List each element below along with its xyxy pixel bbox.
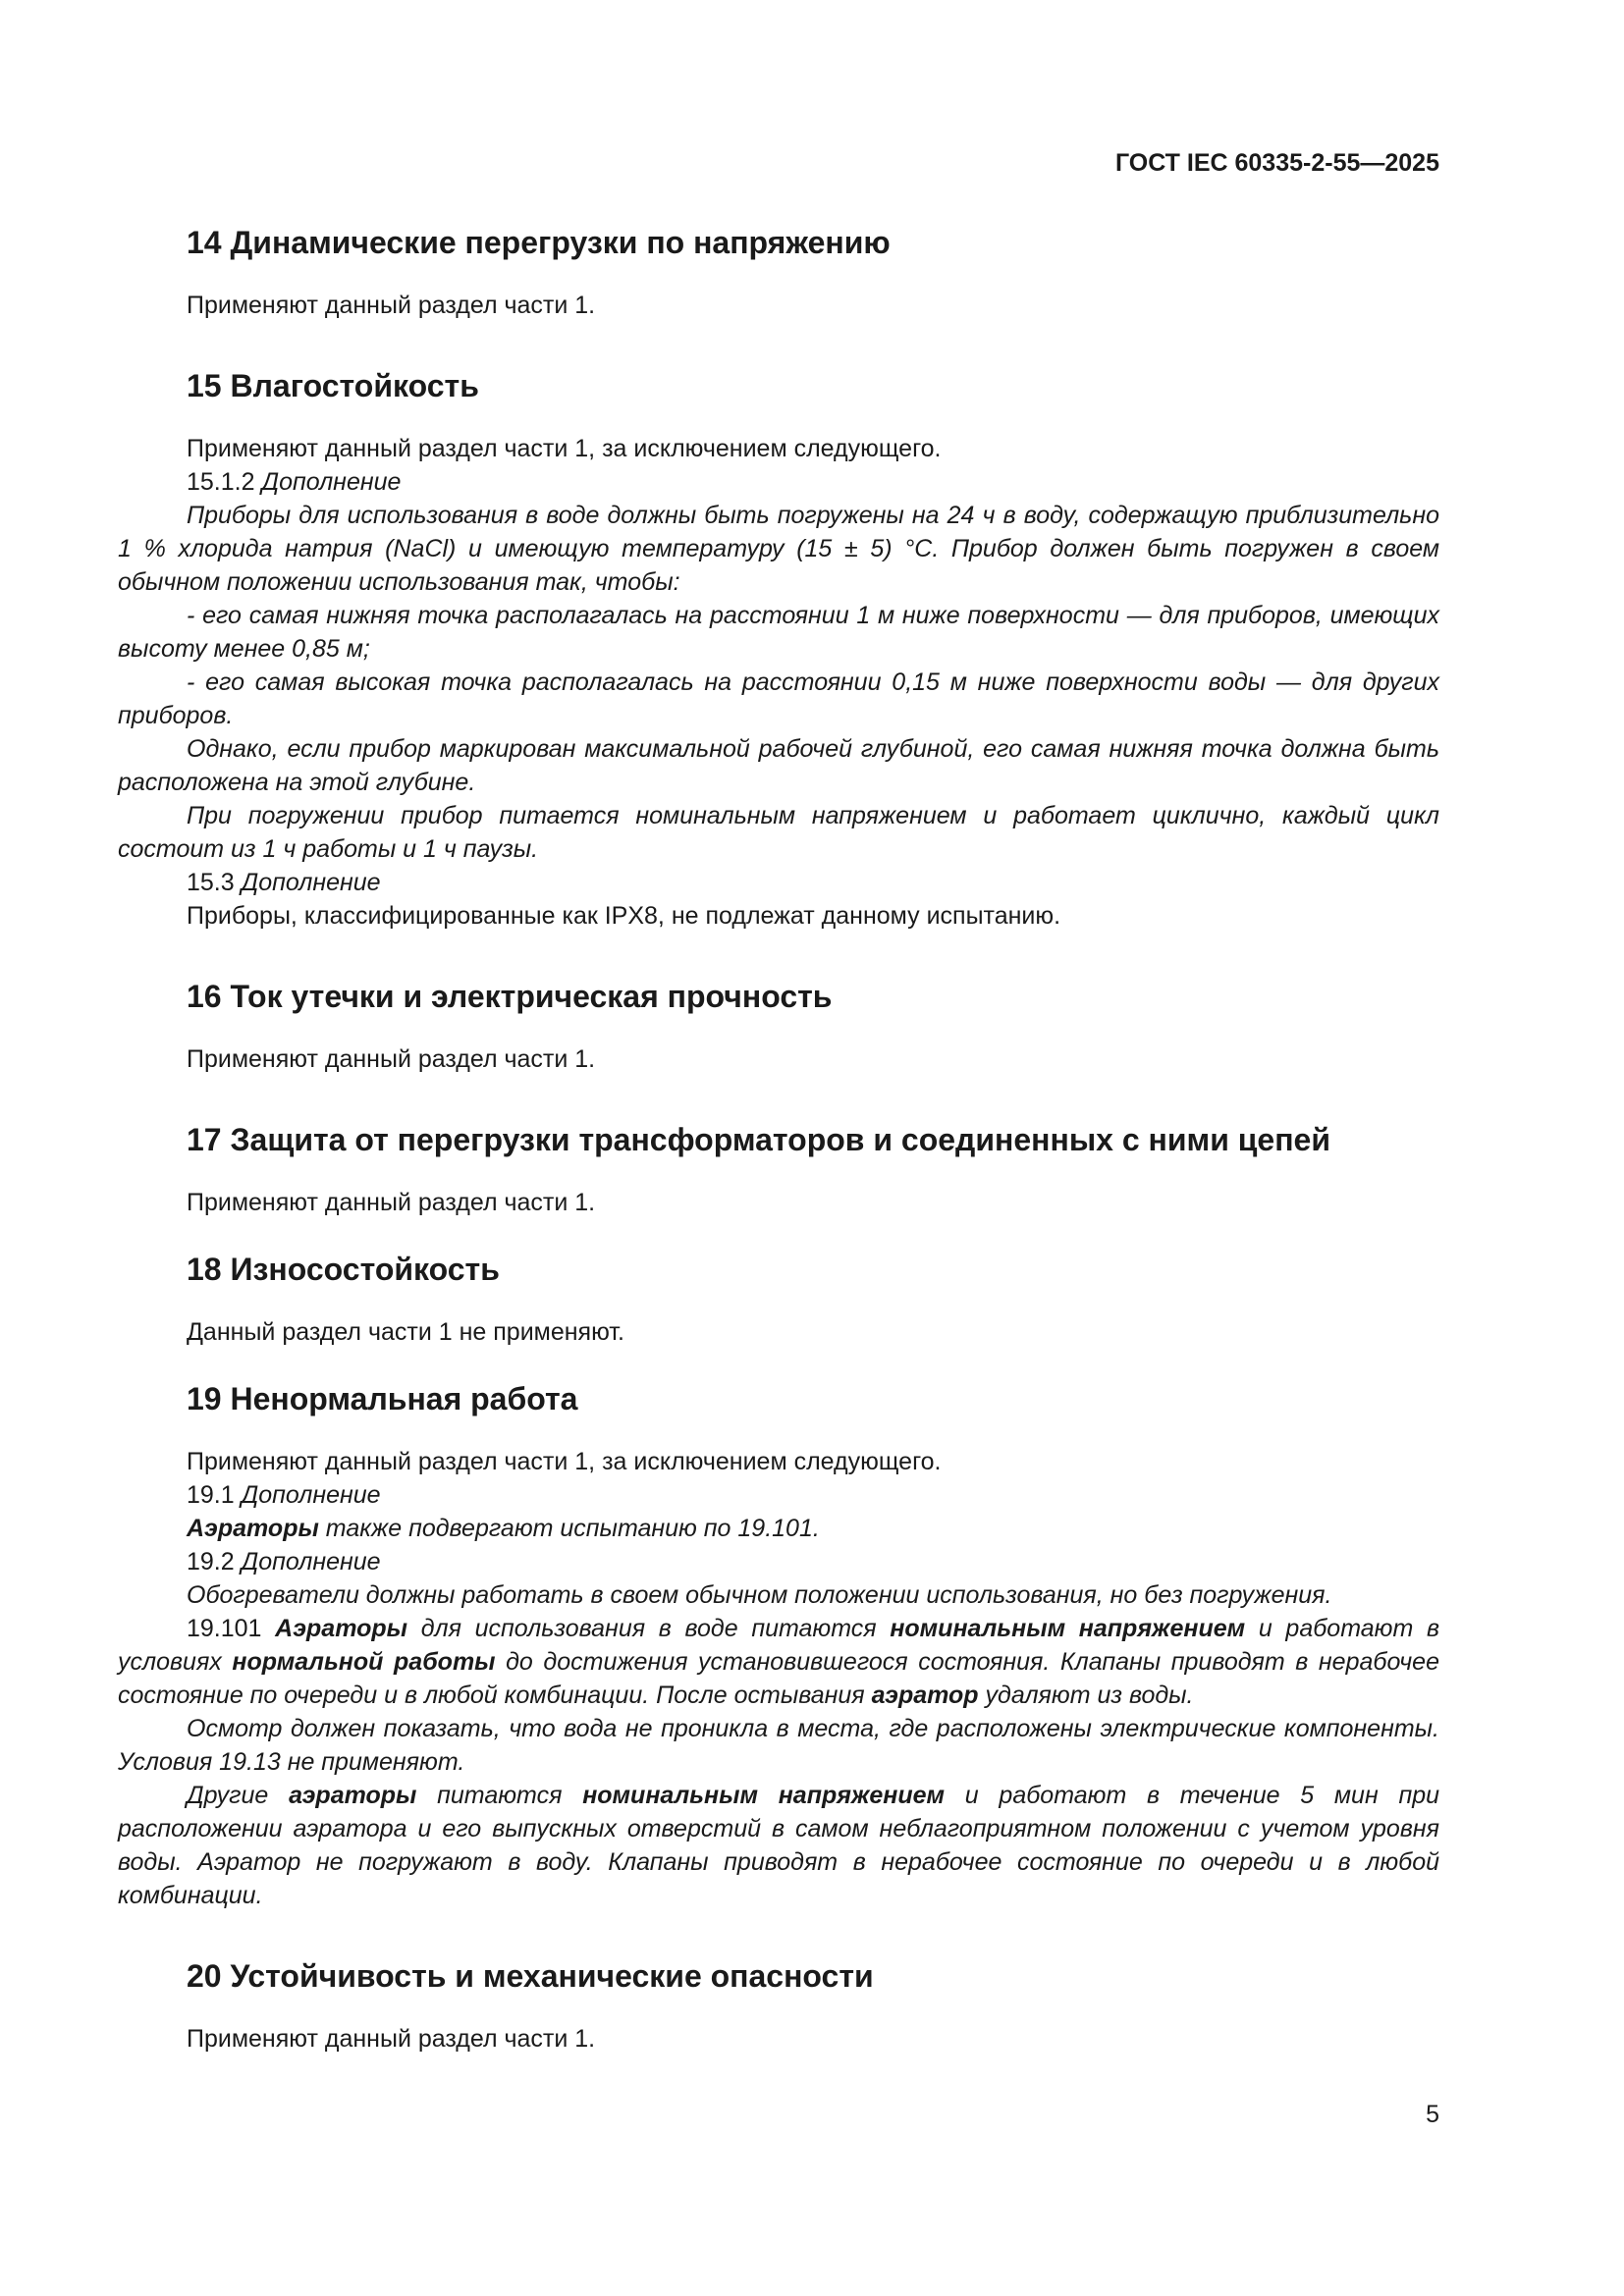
page-number: 5	[1426, 2101, 1439, 2128]
term-bold: аэратор	[871, 1682, 979, 1709]
subsection-number: 15.3	[187, 869, 235, 896]
subsection-label: Дополнение	[241, 1481, 381, 1509]
term-bold: нормальной работы	[232, 1648, 496, 1676]
subsection-number: 15.1.2	[187, 468, 255, 496]
subsection-label: Дополнение	[261, 468, 402, 496]
paragraph: Применяют данный раздел части 1, за исключением следующего.	[187, 435, 942, 462]
text-span: Другие	[187, 1782, 290, 1809]
subsection-ref	[118, 1478, 1439, 1512]
subsection-number: 19.1	[187, 1481, 235, 1509]
text-span: и работают в течение 5 мин при расположении аэратора и его выпускных отверстий в самом неблагоприятном положении с учетом уровня воды. Аэратор не погружают в воду. Клапаны приводят в нерабочее состояние по очереди и в любой комбинации.	[118, 1782, 1440, 1909]
text-span: также подвергают испытанию по 19.101.	[318, 1515, 820, 1542]
clause-number: 19.101	[187, 1615, 262, 1642]
paragraph: Применяют данный раздел части 1.	[187, 2025, 596, 2053]
text-span: и работают в условиях	[118, 1615, 1440, 1676]
section-title: 18 Износостойкость	[187, 1252, 500, 1287]
paragraph: Данный раздел части 1 не применяют.	[187, 1318, 624, 1346]
list-item: - его самая высокая точка располагалась на расстоянии 0,15 м ниже поверхности воды — для других приборов.	[118, 668, 1439, 729]
section-19	[118, 1378, 1439, 1912]
document-id: ГОСТ IEC 60335-2-55—2025	[1114, 149, 1439, 177]
subsection-ref	[118, 465, 1439, 499]
section-20	[118, 1955, 1439, 2056]
paragraph: Применяют данный раздел части 1.	[187, 1045, 596, 1073]
paragraph	[118, 1779, 1439, 1912]
text-span: питаются	[416, 1782, 583, 1809]
paragraph: Осмотр должен показать, что вода не проникла в места, где расположены электрические компоненты. Условия 19.13 не применяют.	[118, 1715, 1439, 1776]
section-title: 17 Защита от перегрузки трансформаторов и соединенных с ними цепей	[187, 1122, 1331, 1157]
section-title: 20 Устойчивость и механические опасности	[187, 1958, 874, 1994]
term-bold: Аэраторы	[187, 1515, 319, 1542]
subsection-number: 19.2	[187, 1548, 235, 1575]
section-14	[118, 222, 1439, 322]
term-bold: Аэраторы	[275, 1615, 407, 1642]
section-title: 19 Ненормальная работа	[187, 1381, 578, 1416]
paragraph: При погружении прибор питается номинальным напряжением и работает циклично, каждый цикл состоит из 1 ч работы и 1 ч паузы.	[118, 802, 1439, 863]
section-15	[118, 365, 1439, 933]
section-16	[118, 976, 1439, 1076]
term-bold: номинальным напряжением	[582, 1782, 946, 1809]
text-span: для использования в воде питаются	[407, 1615, 891, 1642]
paragraph: Обогреватели должны работать в своем обычном положении использования, но без погружения.	[187, 1581, 1332, 1609]
paragraph: Применяют данный раздел части 1.	[187, 292, 596, 319]
paragraph: Однако, если прибор маркирован максимальной рабочей глубиной, его самая нижняя точка должна быть расположена на этой глубине.	[118, 735, 1439, 796]
section-title: 16 Ток утечки и электрическая прочность	[187, 979, 833, 1014]
text-span: удаляют из воды.	[978, 1682, 1194, 1709]
document-body	[118, 222, 1439, 2099]
list-item: - его самая нижняя точка располагалась на расстоянии 1 м ниже поверхности — для приборов, имеющих высоту менее 0,85 м;	[118, 602, 1439, 663]
subsection-ref	[118, 1545, 1439, 1578]
term-bold: аэраторы	[289, 1782, 417, 1809]
section-17	[118, 1119, 1439, 1219]
text-span	[118, 1615, 1439, 1709]
paragraph	[118, 1612, 1439, 1712]
paragraph: Приборы, классифицированные как IPX8, не подлежат данному испытанию.	[187, 902, 1061, 930]
section-title: 14 Динамические перегрузки по напряжению	[187, 225, 891, 260]
subsection-ref	[118, 866, 1439, 899]
paragraph: Применяют данный раздел части 1.	[187, 1189, 596, 1216]
paragraph	[118, 1512, 1439, 1545]
term-bold: номинальным напряжением	[890, 1615, 1246, 1642]
paragraph: Приборы для использования в воде должны быть погружены на 24 ч в воду, содержащую приблизительно 1 % хлорида натрия (NaCl) и имеющую температуру (15 ± 5) °С. Прибор должен быть погружен в своем обычном положении использования так, чтобы:	[118, 502, 1439, 596]
subsection-label: Дополнение	[241, 1548, 381, 1575]
text-span: до достижения установившегося состояния. Клапаны приводят в нерабочее состояние по очереди и в любой комбинации. После остывания	[118, 1648, 1439, 1709]
section-18	[118, 1249, 1439, 1349]
paragraph: Применяют данный раздел части 1, за исключением следующего.	[187, 1448, 942, 1475]
subsection-label: Дополнение	[241, 869, 381, 896]
section-title: 15 Влагостойкость	[187, 368, 479, 403]
